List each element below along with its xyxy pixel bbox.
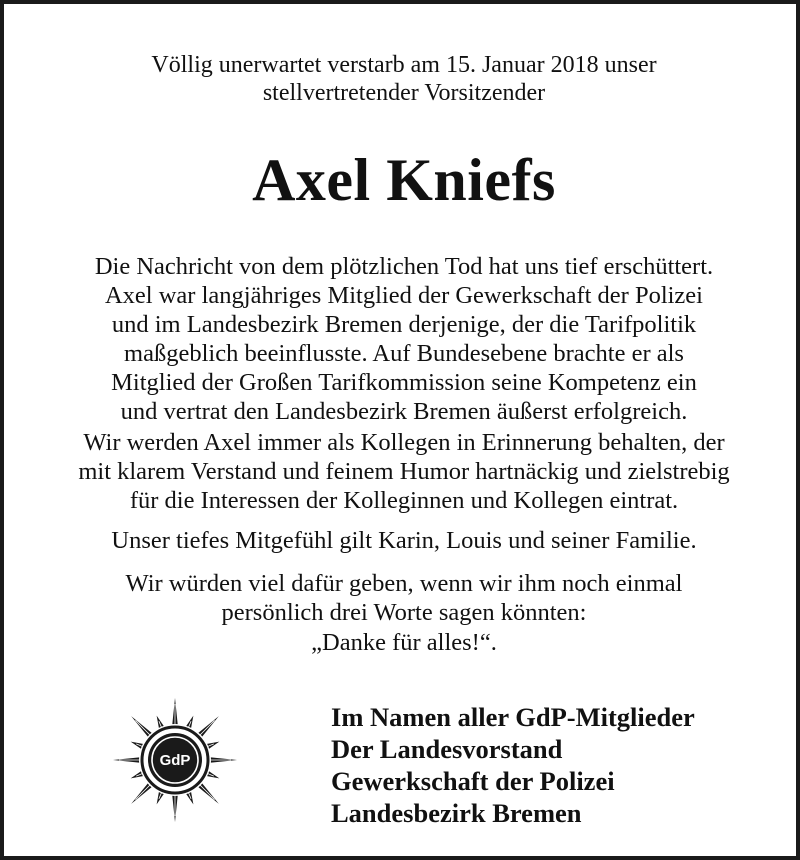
text-line: mit klarem Verstand und feinem Humor hartnäckig und zielstrebig [78,458,730,485]
signature-line: Gewerkschaft der Polizei [331,766,615,796]
signature-line: Der Landesvorstand [331,734,563,764]
intro-line: stellvertretender Vorsitzender [262,80,546,106]
signature-line: Landesbezirk Bremen [331,798,582,828]
intro-line: Völlig unerwartet verstarb am 15. Januar 2018 unser [151,52,657,78]
text-line: maßgeblich beeinflusste. Auf Bundesebene brachte er als [124,340,684,367]
text-line: Wir würden viel dafür geben, wenn wir ihm noch einmal [125,570,683,597]
quote-text [4,628,800,657]
text-line: Unser tiefes Mitgefühl gilt Karin, Louis und seiner Familie. [111,527,697,554]
text-line: und im Landesbezirk Bremen derjenige, der die Tarifpolitik [111,311,697,338]
text-line: Axel war langjähriges Mitglied der Gewerkschaft der Polizei [104,282,703,309]
gdp-police-star-icon [110,695,240,825]
paragraph-condolence [4,526,800,555]
text-line: Mitglied der Großen Tarifkommission seine Kompetenz ein [111,369,697,396]
text-line: persönlich drei Worte sagen könnten: [221,599,587,626]
deceased-name: Axel Kniefs [252,147,556,213]
text-line: „Danke für alles!“. [311,629,497,656]
emblem-letters: GdP [159,752,191,769]
signature-block [331,701,695,829]
paragraph-remembrance [4,428,800,515]
text-line: und vertrat den Landesbezirk Bremen äußerst erfolgreich. [120,398,688,425]
text-line: für die Interessen der Kolleginnen und Kollegen eintrat. [129,487,679,514]
signature-line: Im Namen aller GdP-Mitglieder [331,702,695,732]
text-line: Wir werden Axel immer als Kollegen in Erinnerung behalten, der [83,429,725,456]
intro-text [4,51,800,107]
paragraph-farewell [4,569,800,627]
text-line: Die Nachricht von dem plötzlichen Tod hat uns tief erschüttert. [94,253,714,280]
paragraph-tribute [4,252,800,426]
